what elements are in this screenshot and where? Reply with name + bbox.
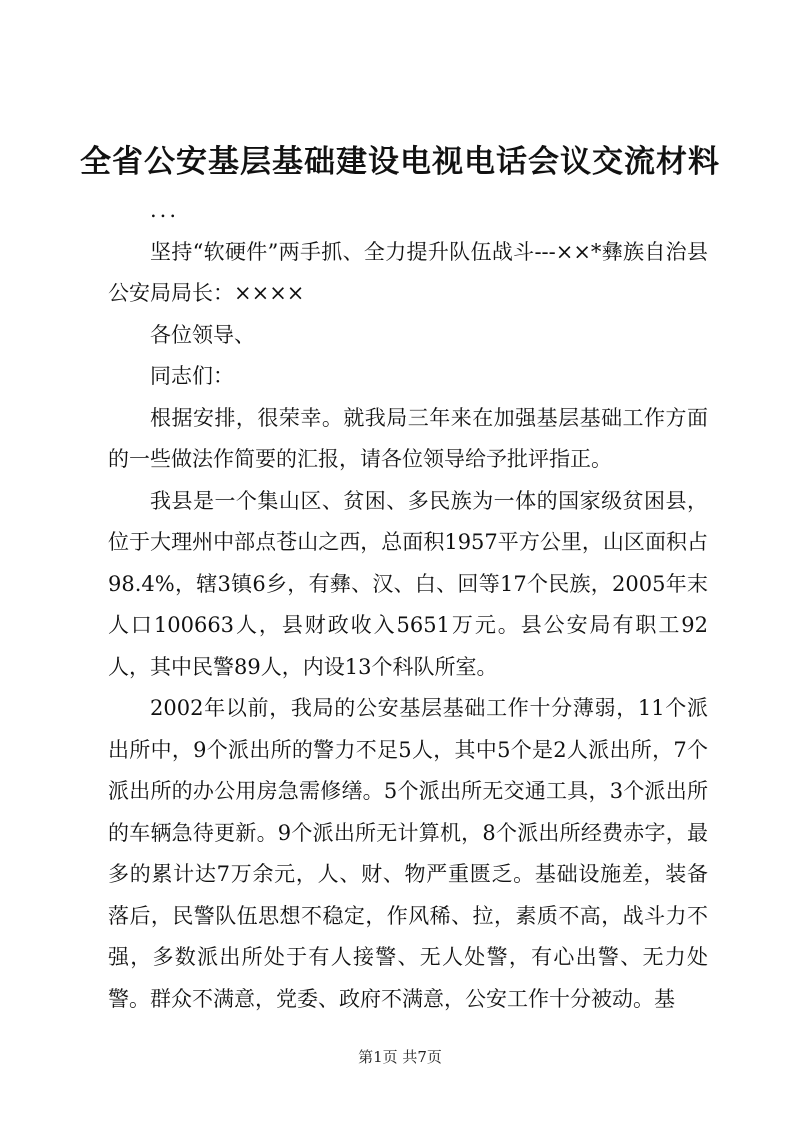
subtitle-paragraph: 坚持“软硬件”两手抓、全力提升队伍战斗---××*彝族自治县公安局局长：×××× [108,239,708,305]
salutation-comrades: 同志们： [150,364,234,388]
document-title: 全省公安基层基础建设电视电话会议交流材料 [80,144,720,180]
ellipsis-line: ... [150,198,180,222]
salutation-leaders: 各位领导、 [150,322,255,347]
document-body [108,190,708,1020]
intro-paragraph: 根据安排，很荣幸。就我局三年来在加强基层基础工作方面的一些做法作简要的汇报，请各位领导给予批评指正。 [108,405,708,471]
page-number-footer: 第1页 共7页 [358,1048,442,1066]
background-paragraph: 2002年以前，我局的公安基层基础工作十分薄弱，11个派出所中，9个派出所的警力不足5人，其中5个是2人派出所，7个派出所的办公用房急需修缮。5个派出所无交通工具，3个派出所的车辆急待更新。9个派出所无计算机，8个派出所经费赤字，最多的累计达7万余元，人、财、物严重匮乏。基础设施差，装备落后，民警队伍思想不稳定，作风稀、拉，素质不高，战斗力不强，多数派出所处于有人接警、无人处警，有心出警、无力处警。群众不满意，党委、政府不满意，公安工作十分被动。基 [108,696,708,1011]
county-overview-paragraph: 我县是一个集山区、贫困、多民族为一体的国家级贫困县，位于大理州中部点苍山之西，总面积1957平方公里，山区面积占98.4%，辖3镇6乡，有彝、汉、白、回等17个民族，2005年末人口100663人，县财政收入5651万元。县公安局有职工92人，其中民警89人，内设13个科队所室。 [108,488,708,679]
